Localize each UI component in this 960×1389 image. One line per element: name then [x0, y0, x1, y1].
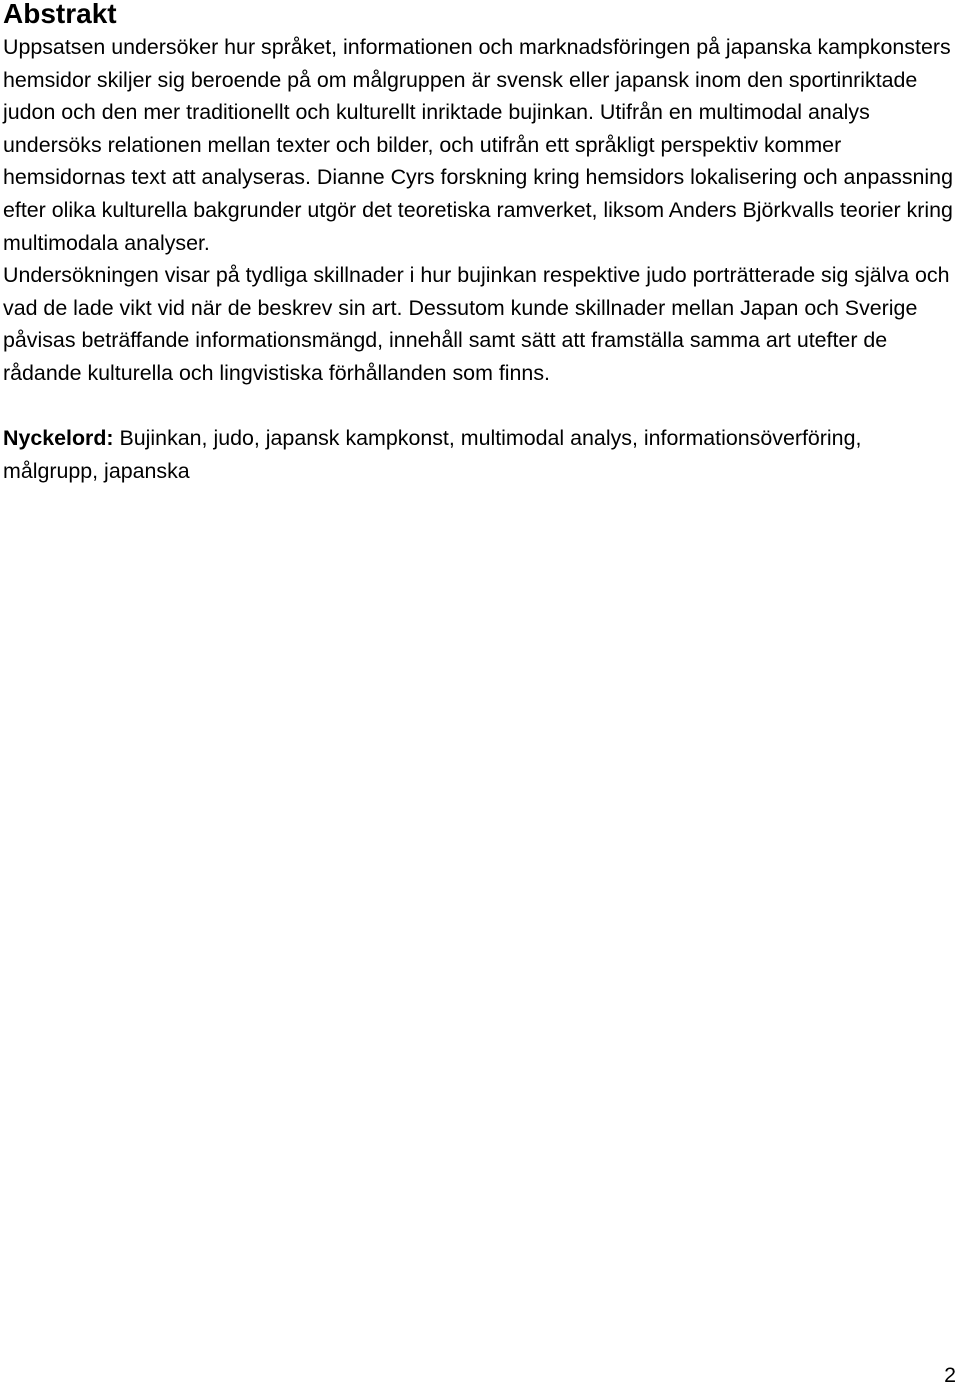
keywords-line — [3, 422, 958, 487]
keywords-text: Bujinkan, judo, japansk kampkonst, multimodal analys, informationsöverföring, målgrupp, japanska — [3, 426, 862, 483]
abstract-body — [3, 31, 958, 390]
abstract-paragraph-2: Undersökningen visar på tydliga skillnader i hur bujinkan respektive judo porträtterade sig själva och vad de lade vikt vid när de beskrev sin art. Dessutom kunde skillnader mellan Japan och Sverige påvisas beträffande informationsmängd, innehåll samt sätt att framställa samma art utefter de rådande kulturella och lingvistiska förhållanden som finns. — [3, 263, 950, 385]
abstract-heading: Abstrakt — [3, 0, 117, 29]
page-content — [3, 0, 958, 487]
keywords-label: Nyckelord: — [3, 426, 114, 451]
abstract-paragraph-1: Uppsatsen undersöker hur språket, informationen och marknadsföringen på japanska kampkonsters hemsidor skiljer sig beroende på om målgruppen är svensk eller japansk inom den sportinriktade judon och den mer traditionellt och kulturellt inriktade bujinkan. Utifrån en multimodal analys undersöks relationen mellan texter och bilder, och utifrån ett språkligt perspektiv kommer hemsidornas text att analyseras. Dianne Cyrs forskning kring hemsidors lokalisering och anpassning efter olika kulturella bakgrunder utgör det teoretiska ramverket, liksom Anders Björkvalls teorier kring multimodala analyser. — [3, 35, 953, 255]
page-number: 2 — [944, 1363, 956, 1387]
